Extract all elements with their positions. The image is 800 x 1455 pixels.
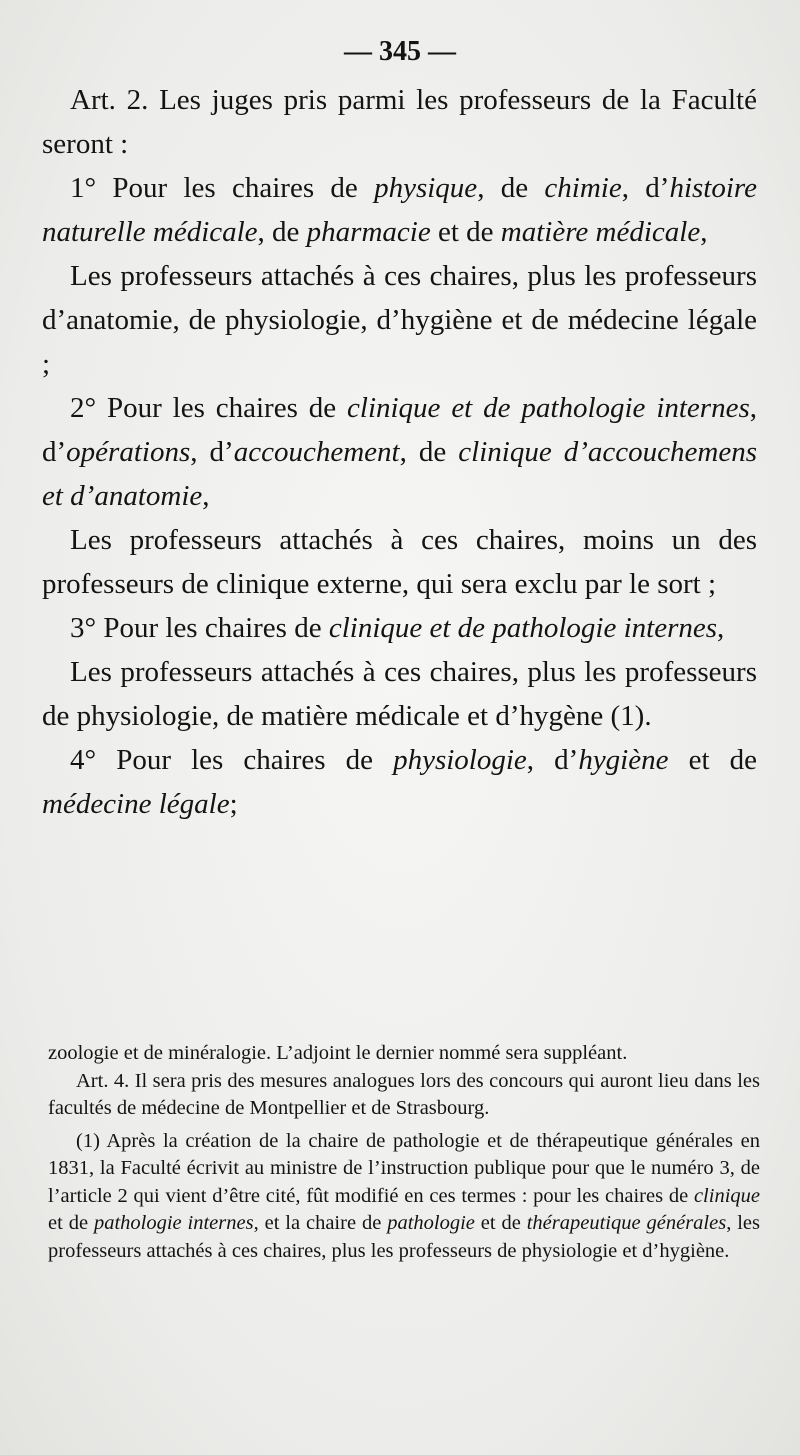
paragraph-item-1 xyxy=(42,166,757,254)
text-run: Les professeurs attachés à ces chaires, plus les professeurs d’anatomie, de physiologie, d’hygiène et de médecine légale ; xyxy=(42,260,757,380)
text-run: Les professeurs attachés à ces chaires, moins un des professeurs de clinique externe, qui sera exclu par le sort ; xyxy=(42,524,757,600)
paragraph-art-4 xyxy=(48,1068,760,1123)
italic-run: physiologie xyxy=(393,744,527,776)
text-run: 4° Pour les chaires de xyxy=(70,744,394,776)
italic-run: accouchement xyxy=(233,436,400,468)
text-run: et de xyxy=(668,744,757,776)
paragraph-item-2 xyxy=(42,386,757,518)
paragraph-item-4 xyxy=(42,738,757,826)
text-run: , xyxy=(202,480,210,512)
text-run: , d’ xyxy=(190,436,234,468)
italic-run: clinique et de pathologie internes xyxy=(328,612,718,644)
italic-run: thérapeutique générales xyxy=(526,1212,727,1234)
italic-run: histoire naturelle médicale xyxy=(42,172,757,248)
text-run: 1° Pour les chaires de xyxy=(70,172,375,204)
main-text xyxy=(42,78,757,826)
text-run: , de xyxy=(257,216,307,248)
text-run: Les professeurs attachés à ces chaires, plus les professeurs de physiologie, de matière médicale et d’hygène (1). xyxy=(42,656,757,732)
text-run: 3° Pour les chaires de xyxy=(70,612,329,644)
text-run: , d’ xyxy=(621,172,670,204)
italic-run: clinique d’accouchemens et d’anatomie xyxy=(42,436,757,512)
text-run: , d’ xyxy=(42,392,757,468)
paragraph-item-3 xyxy=(42,606,757,650)
italic-run: pathologie internes xyxy=(93,1212,254,1234)
paragraph-art-2 xyxy=(42,78,757,166)
text-run: , d’ xyxy=(526,744,579,776)
page-number: — 345 — xyxy=(344,36,456,67)
text-run: Art. 4. Il sera pris des mesures analogues lors des concours qui auront lieu dans les facultés de médecine de Montpellier et de Strasbourg. xyxy=(48,1069,760,1119)
text-run: zoologie et de minéralogie. L’adjoint le dernier nommé sera suppléant. xyxy=(48,1042,628,1064)
text-run: , de xyxy=(399,436,459,468)
text-run: , xyxy=(717,612,725,644)
paragraph-item-3-professors xyxy=(42,650,757,738)
text-run: 2° Pour les chaires de xyxy=(70,392,348,424)
italic-run: clinique xyxy=(693,1184,760,1207)
paragraph-item-1-professors xyxy=(42,254,757,386)
text-run: , de xyxy=(477,172,545,204)
italic-run: pharmacie xyxy=(306,216,431,248)
italic-run: matière médicale xyxy=(500,216,701,248)
text-run: ; xyxy=(229,788,238,820)
italic-run: hygiène xyxy=(578,744,669,776)
footnote-1 xyxy=(48,1128,760,1266)
text-run: et de xyxy=(430,216,501,248)
italic-run: clinique et de pathologie internes xyxy=(347,392,750,424)
paragraph-item-2-professors xyxy=(42,518,757,606)
paragraph-zoologie xyxy=(48,1040,760,1068)
italic-run: opérations xyxy=(66,436,191,468)
text-run: , xyxy=(700,216,708,248)
italic-run: physique xyxy=(374,172,478,204)
italic-run: chimie xyxy=(544,172,622,204)
text-run: Art. 2. Les juges pris parmi les professeurs de la Faculté seront : xyxy=(42,84,757,160)
text-run: (1) Après la création de la chaire de pathologie et de thérapeutique générales en 1831, la Faculté écrivit au ministre de l’instruction publique pour que le numéro 3, de l’article 2 qui vient d’être cité, fût modifié en ces termes : pour les chaires de xyxy=(48,1129,760,1207)
text-run: , et la chaire de xyxy=(253,1212,388,1234)
small-print-section xyxy=(48,1040,760,1265)
text-run: et de xyxy=(474,1212,527,1234)
text-run: et de xyxy=(48,1212,94,1234)
italic-run: médecine légale xyxy=(42,788,230,820)
text-run: , les professeurs attachés à ces chaires, plus les professeurs de physiologie et d’hygiène. xyxy=(48,1212,760,1262)
italic-run: pathologie xyxy=(387,1212,475,1234)
